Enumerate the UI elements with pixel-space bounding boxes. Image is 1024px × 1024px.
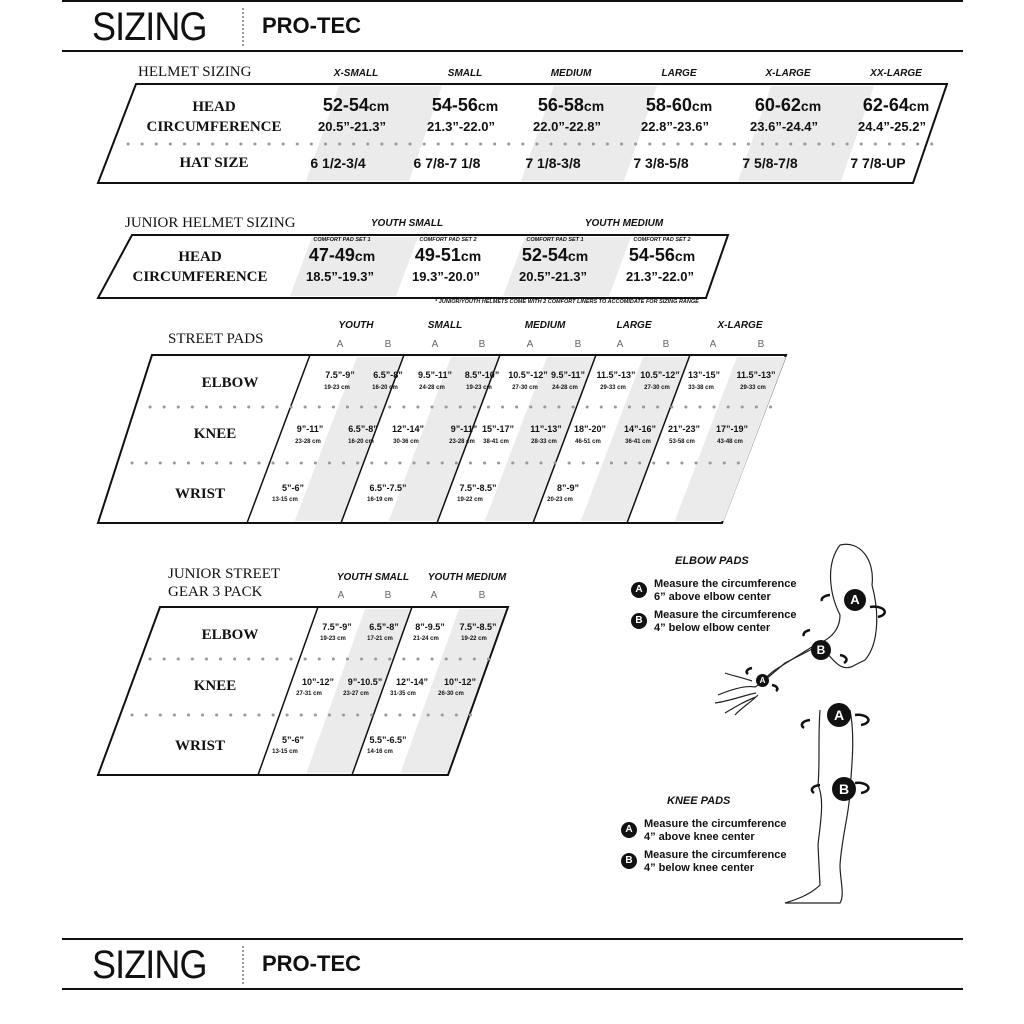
- junior-street-knee-value: 10”-12”: [443, 677, 477, 687]
- street-elbow-cm: 24-28 cm: [552, 385, 578, 391]
- helmet-cm-number: 56-58: [537, 95, 584, 115]
- helmet-cm-unit: cm: [691, 98, 713, 114]
- street-row-label: KNEE: [193, 426, 237, 442]
- junior-pad-set-label: COMFORT PAD SET 2: [419, 237, 477, 243]
- arm-badge-b: B: [811, 640, 831, 660]
- junior-inch-value: 20.5”-21.3”: [519, 269, 587, 284]
- helmet-size-header: MEDIUM: [550, 68, 592, 79]
- helmet-cm-unit: cm: [368, 98, 390, 114]
- junior-street-knee-value: 10”-12”: [301, 677, 335, 687]
- helmet-sizing-title: HELMET SIZING: [138, 64, 252, 80]
- junior-street-elbow-value: 7.5”-9”: [322, 622, 352, 632]
- footer-top-rule: [62, 938, 963, 940]
- junior-cm-value: [629, 245, 695, 266]
- junior-street-elbow-value: 7.5”-8.5”: [459, 622, 497, 632]
- street-elbow-value: 9.5”-11”: [550, 370, 586, 380]
- street-knee-value: 21”-23”: [667, 424, 701, 434]
- junior-head-label: HEAD: [178, 249, 222, 265]
- junior-street-elbow-cm: 19-23 cm: [320, 636, 346, 642]
- street-elbow-value: 10.5”-12”: [640, 370, 680, 380]
- knee-guide-line2: 4” above knee center: [644, 831, 755, 843]
- street-elbow-cm: 33-38 cm: [688, 385, 714, 391]
- junior-inch-value: 18.5”-19.3”: [306, 269, 374, 284]
- junior-street-elbow-cm: 21-24 cm: [413, 636, 439, 642]
- junior-street-knee-cm: 23-27 cm: [343, 691, 369, 697]
- street-elbow-cm: 27-30 cm: [512, 385, 538, 391]
- street-pads-stripes: [247, 355, 786, 523]
- street-knee-cm: 43-48 cm: [717, 439, 743, 445]
- helmet-cm-value: [538, 95, 604, 116]
- leg-badge-b: B: [832, 777, 856, 801]
- helmet-hat-value: 6 1/2-3/4: [310, 155, 366, 171]
- junior-cm-value: [415, 245, 481, 266]
- elbow-guide-line2: 6” above elbow center: [654, 591, 771, 603]
- junior-street-elbow-value: 8”-9.5”: [415, 622, 445, 632]
- street-ab-header: A: [336, 339, 344, 350]
- street-knee-cm: 30-36 cm: [393, 439, 419, 445]
- street-knee-value: 15”-17”: [481, 424, 515, 434]
- junior-circ-label: CIRCUMFERENCE: [132, 269, 268, 285]
- elbow-guide-line1: Measure the circumference: [654, 609, 797, 621]
- street-elbow-value: 11.5”-13”: [596, 370, 636, 380]
- helmet-hat-value: 7 3/8-5/8: [633, 155, 689, 171]
- street-size-header: MEDIUM: [524, 320, 566, 331]
- helmet-cm-number: 58-60: [645, 95, 692, 115]
- helmet-size-header: X-SMALL: [333, 68, 379, 79]
- junior-street-knee-value: 12”-14”: [395, 677, 429, 687]
- helmet-cm-value: [863, 95, 929, 116]
- page-title: SIZING: [92, 5, 207, 49]
- junior-group-header: YOUTH MEDIUM: [584, 218, 664, 229]
- helmet-cm-unit: cm: [800, 98, 822, 114]
- junior-street-knee-value: 9”-10.5”: [347, 677, 383, 687]
- body-diagram-illustration: [690, 535, 940, 915]
- street-ab-header: B: [478, 339, 486, 350]
- knee-guide-line2: 4” below knee center: [644, 862, 755, 874]
- knee-guide-line1: Measure the circumference: [644, 849, 787, 861]
- helmet-inch-value: 21.3”-22.0”: [427, 119, 495, 134]
- junior-street-title: [168, 565, 280, 601]
- wrist-badge-a: A: [756, 674, 769, 687]
- helmet-cm-value: [646, 95, 712, 116]
- street-elbow-value: 8.5”-10”: [464, 370, 500, 380]
- street-knee-value: 18”-20”: [573, 424, 607, 434]
- street-elbow-cm: 24-28 cm: [419, 385, 445, 391]
- helmet-inch-value: 22.8”-23.6”: [641, 119, 709, 134]
- street-elbow-cm: 19-23 cm: [466, 385, 492, 391]
- helmet-size-header: SMALL: [447, 68, 483, 79]
- junior-pad-set-label: COMFORT PAD SET 1: [526, 237, 584, 243]
- street-knee-value: 6.5”-8”: [348, 424, 378, 434]
- street-elbow-cm: 29-33 cm: [600, 385, 626, 391]
- street-ab-header: B: [384, 339, 392, 350]
- junior-street-elbow-cm: 19-22 cm: [461, 636, 487, 642]
- helmet-hat-value: 7 5/8-7/8: [742, 155, 798, 171]
- street-wrist-value: 5”-6”: [281, 483, 305, 493]
- leg-badge-a: A: [827, 703, 851, 727]
- helmet-inch-value: 20.5”-21.3”: [318, 119, 386, 134]
- hand-outline: [715, 673, 758, 715]
- junior-cm-unit: cm: [674, 248, 696, 264]
- street-ab-header: B: [757, 339, 765, 350]
- street-wrist-value: 6.5”-7.5”: [369, 483, 407, 493]
- street-knee-cm: 36-41 cm: [625, 439, 651, 445]
- junior-cm-number: 54-56: [628, 245, 675, 265]
- street-knee-cm: 23-28 cm: [295, 439, 321, 445]
- street-knee-cm: 16-20 cm: [348, 439, 374, 445]
- elbow-guide-badge: A: [631, 582, 647, 598]
- junior-street-ab-header: A: [337, 590, 345, 601]
- street-ab-header: A: [526, 339, 534, 350]
- junior-street-size-header: YOUTH SMALL: [336, 572, 410, 583]
- helmet-hat-value: 7 1/8-3/8: [525, 155, 581, 171]
- street-ab-header: B: [662, 339, 670, 350]
- street-wrist-value: 8”-9”: [556, 483, 580, 493]
- street-wrist-value: 7.5”-8.5”: [459, 483, 497, 493]
- brand-logo: PRO-TEC: [262, 13, 361, 38]
- junior-street-title-line1: JUNIOR STREET: [168, 566, 281, 582]
- street-ab-header: A: [431, 339, 439, 350]
- junior-street-row-label: ELBOW: [201, 627, 259, 643]
- junior-inch-value: 19.3”-20.0”: [412, 269, 480, 284]
- street-knee-value: 11”-13”: [530, 424, 562, 434]
- helmet-cm-value: [432, 95, 498, 116]
- helmet-cm-number: 62-64: [862, 95, 909, 115]
- footer-brand-logo: PRO-TEC: [262, 951, 361, 976]
- helmet-cm-value: [755, 95, 821, 116]
- elbow-guide-line2: 4” below elbow center: [654, 622, 771, 634]
- junior-street-elbow-cm: 17-21 cm: [367, 636, 393, 642]
- elbow-guide-line1: Measure the circumference: [654, 578, 797, 590]
- junior-cm-number: 49-51: [414, 245, 461, 265]
- junior-street-row-label: WRIST: [174, 738, 226, 754]
- junior-street-elbow-value: 6.5”-8”: [369, 622, 399, 632]
- street-elbow-value: 6.5”-8”: [373, 370, 403, 380]
- helmet-hat-value: 7 7/8-UP: [850, 155, 906, 171]
- page-footer: [62, 938, 963, 990]
- street-elbow-value: 11.5”-13”: [736, 370, 776, 380]
- junior-street-wrist-cm: 14-16 cm: [367, 749, 393, 755]
- junior-group-header: YOUTH SMALL: [370, 218, 444, 229]
- elbow-guide-badge: B: [631, 613, 647, 629]
- junior-cm-unit: cm: [354, 248, 376, 264]
- helmet-inch-value: 24.4”-25.2”: [858, 119, 926, 134]
- junior-cm-number: 52-54: [521, 245, 568, 265]
- junior-cm-unit: cm: [567, 248, 589, 264]
- street-ab-header: A: [709, 339, 717, 350]
- street-size-header: SMALL: [427, 320, 463, 331]
- junior-inch-value: 21.3”-22.0”: [626, 269, 694, 284]
- helmet-circ-label: CIRCUMFERENCE: [146, 119, 282, 135]
- junior-cm-value: [522, 245, 588, 266]
- street-size-header: YOUTH: [338, 320, 374, 331]
- junior-street-knee-cm: 26-30 cm: [438, 691, 464, 697]
- street-elbow-value: 10.5”-12”: [508, 370, 548, 380]
- arm-badge-a: A: [844, 589, 866, 611]
- knee-guide-badge: A: [621, 822, 637, 838]
- street-elbow-cm: 19-23 cm: [324, 385, 350, 391]
- footer-bottom-rule: [62, 988, 963, 990]
- helmet-cm-unit: cm: [583, 98, 605, 114]
- elbow-guide-title: ELBOW PADS: [675, 555, 749, 567]
- street-knee-cm: 28-33 cm: [531, 439, 557, 445]
- street-knee-value: 9”-11”: [296, 424, 324, 434]
- helmet-head-label: HEAD: [192, 99, 236, 115]
- street-wrist-cm: 16-19 cm: [367, 497, 393, 503]
- street-size-header: LARGE: [616, 320, 652, 331]
- junior-street-row-label: KNEE: [193, 678, 237, 694]
- street-elbow-value: 7.5”-9”: [325, 370, 355, 380]
- leg-outline: [785, 710, 853, 903]
- street-elbow-cm: 29-33 cm: [740, 385, 766, 391]
- junior-pad-set-label: COMFORT PAD SET 1: [313, 237, 371, 243]
- street-elbow-value: 9.5”-11”: [417, 370, 453, 380]
- footer-title: SIZING: [92, 943, 207, 987]
- helmet-size-header: XX-LARGE: [870, 68, 922, 79]
- helmet-inch-value: 23.6”-24.4”: [750, 119, 818, 134]
- junior-street-wrist-value: 5.5”-6.5”: [369, 735, 407, 745]
- helmet-cm-number: 52-54: [322, 95, 369, 115]
- junior-helmet-title: JUNIOR HELMET SIZING: [125, 215, 296, 231]
- street-elbow-cm: 27-30 cm: [644, 385, 670, 391]
- helmet-size-header: X-LARGE: [765, 68, 811, 79]
- knee-guide-title: KNEE PADS: [667, 795, 731, 807]
- street-pads-title: STREET PADS: [168, 331, 264, 347]
- street-wrist-cm: 13-15 cm: [272, 497, 298, 503]
- street-elbow-value: 13”-15”: [687, 370, 721, 380]
- street-elbow-cm: 16-20 cm: [372, 385, 398, 391]
- junior-cm-value: [309, 245, 375, 266]
- junior-pad-set-label: COMFORT PAD SET 2: [633, 237, 691, 243]
- junior-street-title-line2: GEAR 3 PACK: [168, 584, 263, 600]
- helmet-hat-size-label: HAT SIZE: [179, 155, 249, 171]
- helmet-cm-unit: cm: [908, 98, 930, 114]
- knee-guide-line1: Measure the circumference: [644, 818, 787, 830]
- street-ab-header: B: [574, 339, 582, 350]
- street-knee-cm: 46-51 cm: [575, 439, 601, 445]
- junior-street-ab-header: B: [384, 590, 392, 601]
- street-wrist-cm: 20-23 cm: [547, 497, 573, 503]
- helmet-hat-value: 6 7/8-7 1/8: [413, 155, 481, 171]
- junior-street-wrist-cm: 13-15 cm: [272, 749, 298, 755]
- helmet-size-header: LARGE: [661, 68, 697, 79]
- street-size-header: X-LARGE: [717, 320, 763, 331]
- junior-helmet-note: * JUNIOR/YOUTH HELMETS COME WITH 2 COMFORT LINERS TO ACCOMIDATE FOR SIZING RANGE: [435, 299, 699, 305]
- footer-divider: [242, 946, 246, 984]
- junior-cm-unit: cm: [460, 248, 482, 264]
- junior-street-wrist-value: 5”-6”: [281, 735, 305, 745]
- junior-street-size-header: YOUTH MEDIUM: [427, 572, 507, 583]
- junior-head-circ-label: [125, 247, 275, 287]
- street-row-label: ELBOW: [201, 375, 259, 391]
- helmet-cm-unit: cm: [477, 98, 499, 114]
- street-knee-cm: 38-41 cm: [483, 439, 509, 445]
- junior-street-knee-cm: 27-31 cm: [296, 691, 322, 697]
- street-wrist-cm: 19-22 cm: [457, 497, 483, 503]
- junior-cm-number: 47-49: [308, 245, 355, 265]
- helmet-cm-number: 54-56: [431, 95, 478, 115]
- helmet-cm-number: 60-62: [754, 95, 801, 115]
- street-knee-value: 14”-16”: [623, 424, 657, 434]
- street-knee-cm: 23-28 cm: [449, 439, 475, 445]
- knee-guide-badge: B: [621, 853, 637, 869]
- street-row-label: WRIST: [174, 486, 226, 502]
- street-ab-header: A: [616, 339, 624, 350]
- street-knee-value: 9”-11”: [450, 424, 478, 434]
- helmet-head-circ-label: [140, 97, 288, 137]
- helmet-cm-value: [323, 95, 389, 116]
- junior-street-knee-cm: 31-35 cm: [390, 691, 416, 697]
- street-knee-value: 17”-19”: [715, 424, 749, 434]
- street-knee-value: 12”-14”: [391, 424, 425, 434]
- junior-street-ab-header: B: [478, 590, 486, 601]
- junior-street-ab-header: A: [430, 590, 438, 601]
- street-knee-cm: 53-58 cm: [669, 439, 695, 445]
- helmet-inch-value: 22.0”-22.8”: [533, 119, 601, 134]
